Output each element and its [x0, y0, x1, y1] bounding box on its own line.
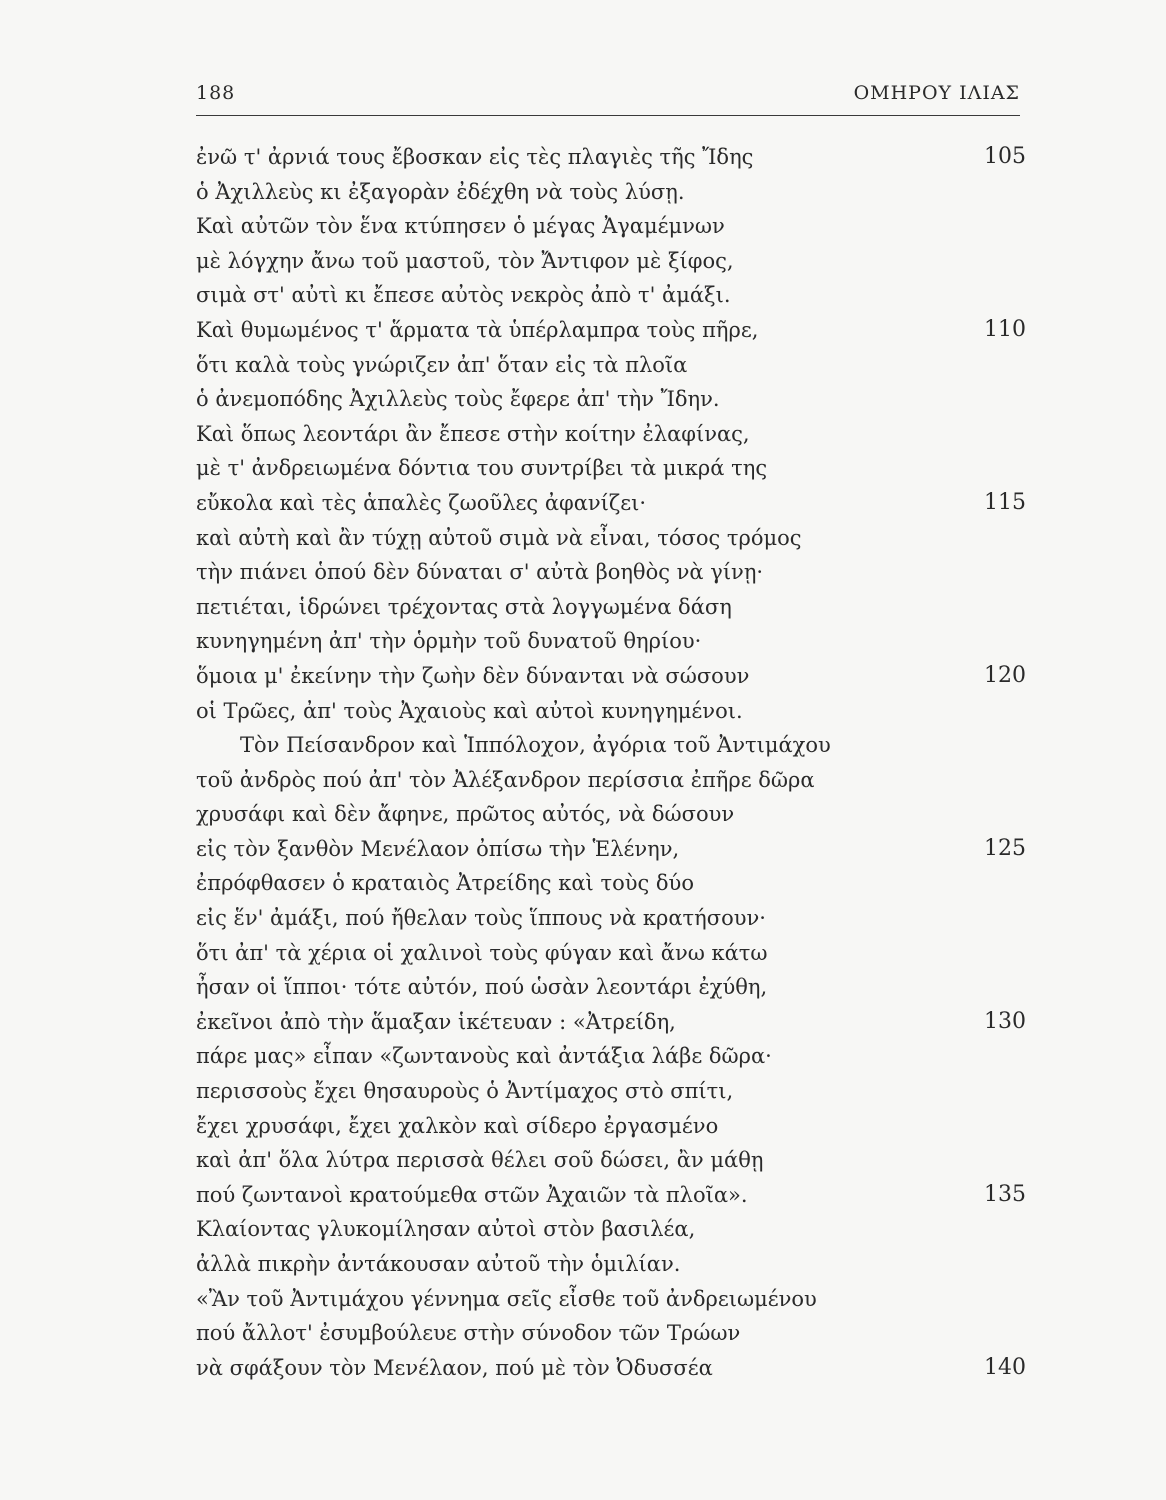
verse-text: ἀλλὰ πικρὴν ἀντάκουσαν αὐτοῦ τὴν ὁμιλίαν. — [196, 1252, 681, 1276]
line-number: 130 — [984, 1008, 1026, 1034]
verse-line — [196, 624, 1026, 659]
verse-line — [196, 590, 1026, 625]
verse-text: μὲ λόγχην ἄνω τοῦ μαστοῦ, τὸν Ἄντιφον μὲ ξίφος, — [196, 248, 734, 273]
verse-text: ὅτι καλὰ τοὺς γνώριζεν ἀπ' ὅταν εἰς τὰ πλοῖα — [196, 352, 688, 377]
verse-text: ὁ ἀνεμοπόδης Ἀχιλλεὺς τοὺς ἔφερε ἀπ' τὴν Ἴδην. — [196, 387, 720, 412]
verse-block — [196, 140, 1026, 1385]
verse-text: ἔχει χρυσάφι, ἔχει χαλκὸν καὶ σίδερο ἐργασμένο — [196, 1113, 719, 1138]
verse-text: ὅμοια μ' ἐκείνην τὴν ζωὴν δὲν δύνανται νὰ σώσουν — [196, 663, 750, 688]
verse-line — [196, 382, 1026, 417]
verse-text: ἐκεῖνοι ἀπὸ τὴν ἅμαξαν ἱκέτευαν : «Ἀτρείδη, — [196, 1009, 676, 1034]
verse-line — [196, 970, 1026, 1005]
verse-line — [196, 417, 1026, 452]
verse-text: νὰ σφάξουν τὸν Μενέλαον, πού μὲ τὸν Ὀδυσσέα — [196, 1355, 713, 1380]
line-number: 125 — [984, 835, 1026, 861]
verse-text: πάρε μας» εἶπαν «ζωντανοὺς καὶ ἀντάξια λάβε δῶρα· — [196, 1044, 772, 1069]
verse-text: Κλαίοντας γλυκομίλησαν αὐτοὶ στὸν βασιλέα, — [196, 1217, 696, 1242]
verse-line — [196, 901, 1026, 936]
verse-line — [196, 209, 1026, 244]
verse-line — [196, 1074, 1026, 1109]
verse-text: εἰς ἕν' ἀμάξι, πού ἤθελαν τοὺς ἵππους νὰ κρατήσουν· — [196, 906, 766, 931]
page-number: 188 — [196, 82, 236, 104]
verse-line — [196, 278, 1026, 313]
verse-text: τοῦ ἀνδρὸς πού ἀπ' τὸν Ἀλέξανδρον περίσσια ἐπῆρε δῶρα — [196, 767, 815, 792]
verse-line — [196, 451, 1026, 486]
verse-text: πού ἄλλοτ' ἐσυμβούλευε στὴν σύνοδον τῶν Τρώων — [196, 1321, 741, 1346]
verse-line — [196, 866, 1026, 901]
verse-text: Καὶ θυμωμένος τ' ἅρματα τὰ ὑπέρλαμπρα τοὺς πῆρε, — [196, 317, 759, 342]
verse-line — [196, 728, 1026, 763]
verse-line — [196, 175, 1026, 210]
verse-text: ἐπρόφθασεν ὁ κραταιὸς Ἀτρείδης καὶ τοὺς δύο — [196, 871, 694, 896]
verse-line — [196, 694, 1026, 729]
verse-text: σιμὰ στ' αὐτὶ κι ἔπεσε αὐτὸς νεκρὸς ἀπὸ τ' ἀμάξι. — [196, 283, 731, 308]
verse-line — [196, 348, 1026, 383]
verse-line — [196, 797, 1026, 832]
verse-text: ἐνῶ τ' ἀρνιά τους ἔβοσκαν εἰς τὲς πλαγιὲς τῆς Ἴδης — [196, 145, 754, 169]
verse-text: χρυσάφι καὶ δὲν ἄφηνε, πρῶτος αὐτός, νὰ δώσουν — [196, 802, 735, 827]
verse-line — [196, 1178, 1026, 1213]
verse-text: καὶ αὐτὴ καὶ ἂν τύχῃ αὐτοῦ σιμὰ νὰ εἶναι, τόσος τρόμος — [196, 525, 802, 550]
verse-line — [196, 936, 1026, 971]
line-number: 115 — [984, 489, 1026, 515]
verse-line — [196, 486, 1026, 521]
verse-text: Καὶ ὅπως λεοντάρι ἂν ἔπεσε στὴν κοίτην ἐλαφίνας, — [196, 421, 750, 446]
verse-line — [196, 313, 1026, 348]
verse-text: οἱ Τρῶες, ἀπ' τοὺς Ἀχαιοὺς καὶ αὐτοὶ κυνηγημένοι. — [196, 698, 743, 723]
verse-text: καὶ ἀπ' ὅλα λύτρα περισσὰ θέλει σοῦ δώσει, ἂν μάθῃ — [196, 1148, 764, 1173]
verse-line — [196, 140, 1026, 175]
verse-line — [196, 763, 1026, 798]
line-number: 105 — [984, 144, 1026, 169]
verse-line — [196, 1282, 1026, 1317]
verse-line — [196, 1247, 1026, 1282]
verse-text: ὅτι ἀπ' τὰ χέρια οἱ χαλινοὶ τοὺς φύγαν καὶ ἄνω κάτω — [196, 940, 768, 965]
verse-line — [196, 1351, 1026, 1386]
verse-line — [196, 659, 1026, 694]
verse-line — [196, 1143, 1026, 1178]
verse-line — [196, 832, 1026, 867]
line-number: 120 — [984, 662, 1026, 688]
verse-text: εὔκολα καὶ τὲς ἁπαλὲς ζωοῦλες ἀφανίζει· — [196, 490, 647, 515]
verse-text: περισσοὺς ἔχει θησαυροὺς ὁ Ἀντίμαχος στὸ σπίτι, — [196, 1079, 734, 1104]
verse-text: ἦσαν οἱ ἵπποι· τότε αὐτόν, πού ὡσὰν λεοντάρι ἐχύθη, — [196, 975, 768, 1000]
verse-text: μὲ τ' ἀνδρειωμένα δόντια του συντρίβει τὰ μικρά της — [196, 456, 768, 481]
page-header — [196, 82, 1020, 112]
verse-line — [196, 1109, 1026, 1144]
verse-line — [196, 1212, 1026, 1247]
running-title: ΟΜΗΡΟΥ ΙΛΙΑΣ — [853, 82, 1020, 104]
verse-line — [196, 1039, 1026, 1074]
line-number: 135 — [984, 1181, 1026, 1207]
verse-text: Τὸν Πείσανδρον καὶ Ἱππόλοχον, ἀγόρια τοῦ Ἀντιμάχου — [240, 733, 831, 758]
verse-text: εἰς τὸν ξανθὸν Μενέλαον ὀπίσω τὴν Ἑλένην, — [196, 836, 680, 861]
verse-text: πετιέται, ἱδρώνει τρέχοντας στὰ λογγωμένα δάση — [196, 594, 732, 619]
verse-text: τὴν πιάνει ὁπού δὲν δύναται σ' αὐτὰ βοηθὸς νὰ γίνῃ· — [196, 560, 764, 585]
verse-line — [196, 521, 1026, 556]
line-number: 140 — [984, 1354, 1026, 1380]
header-rule — [196, 115, 1020, 116]
verse-line — [196, 1005, 1026, 1040]
verse-line — [196, 244, 1026, 279]
verse-text: πού ζωντανοὶ κρατούμεθα στῶν Ἀχαιῶν τὰ πλοῖα». — [196, 1182, 748, 1207]
verse-text: Καὶ αὐτῶν τὸν ἕνα κτύπησεν ὁ μέγας Ἀγαμέμνων — [196, 214, 725, 239]
verse-text: «Ἂν τοῦ Ἀντιμάχου γέννημα σεῖς εἶσθε τοῦ ἀνδρειωμένου — [196, 1286, 817, 1311]
verse-text: κυνηγημένη ἀπ' τὴν ὁρμὴν τοῦ δυνατοῦ θηρίου· — [196, 629, 702, 654]
verse-line — [196, 1316, 1026, 1351]
verse-line — [196, 555, 1026, 590]
line-number: 110 — [984, 316, 1026, 342]
verse-text: ὁ Ἀχιλλεὺς κι ἐξαγορὰν ἐδέχθη νὰ τοὺς λύσῃ. — [196, 179, 685, 204]
